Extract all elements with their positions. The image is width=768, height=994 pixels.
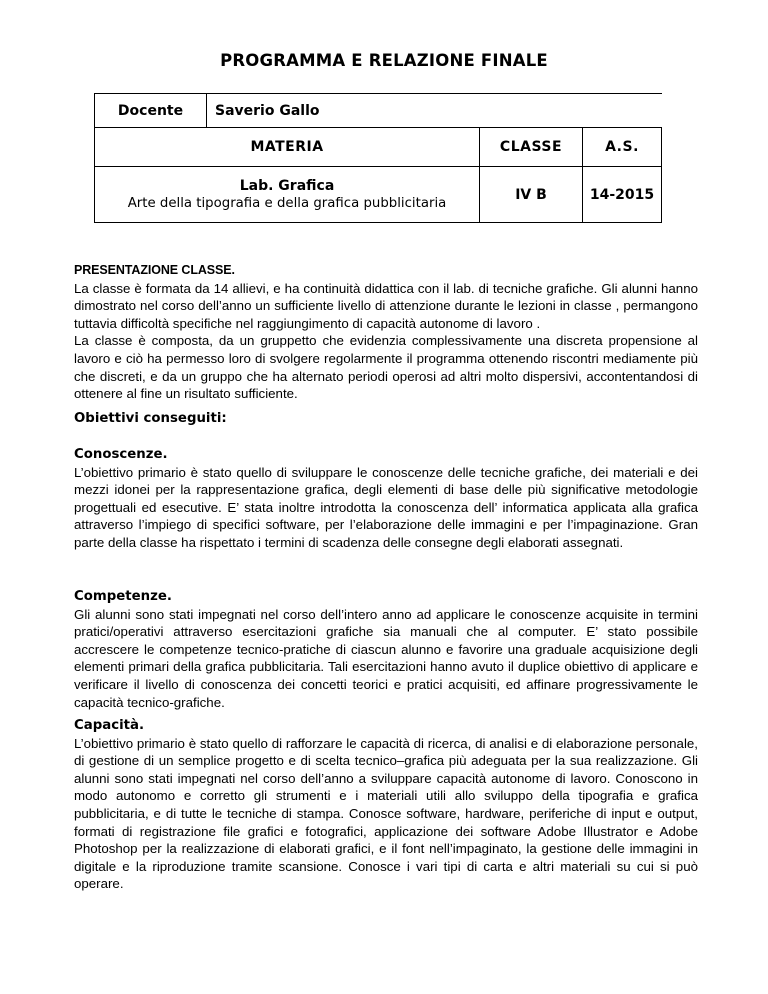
capacita-paragraph: L’obiettivo primario è stato quello di rafforzare le capacità di ricerca, di analisi e di elaborazione personale, di gestione di un semplice progetto e di scelta tecnico–grafica più adeguata per la sua realizzazione. Gli alunni sono stati impegnati nel corso dell’anno a sviluppare capacità autonome di lavoro. Conoscono in modo autonomo e corretto gli strumenti e i materiali utili allo sviluppo della tipografia e grafica pubblicitaria, e di tutte le tecniche di stampa. Conosce software, hardware, periferiche di input e output, formati di registrazione file grafici e fotografici, applicazione dei software Adobe Illustrator e Adobe Photoshop per la realizzazione di elaborati grafici, e il font nell’impaginato, la gestione delle immagini in digitale e la riproduzione tramite scansione. Conosce i vari tipi di carta e altri materiali su cui si può operare.: [74, 735, 698, 892]
capacita-heading: Capacità.: [74, 718, 145, 733]
presentazione-section: [74, 262, 698, 403]
docente-value: Saverio Gallo: [207, 94, 662, 128]
as-value: 14-2015: [583, 167, 662, 223]
materia-name: Lab. Grafica: [239, 178, 335, 194]
competenze-section: [74, 588, 698, 711]
materia-subtitle: Arte della tipografia e della grafica pubblicitaria: [127, 196, 447, 211]
obiettivi-heading: Obiettivi conseguiti:: [74, 411, 227, 426]
competenze-paragraph: Gli alunni sono stati impegnati nel corso dell’intero anno ad applicare le conoscenze acquisite in termini pratici/operativi attraverso esercitazioni grafiche sia manuali che al computer. E’ stato possibile accrescere le competenze tecnico-pratiche di ciascun alunno e favorire una graduale acquisizione degli elementi primari della grafica pubblicitaria. Tali esercitazioni hanno avuto il duplice obiettivo di applicare e verificare il livello di conoscenza dei concetti teorici e pratici acquisiti, ed affinare progressivamente le capacità tecnico-grafiche.: [74, 606, 698, 710]
materia-header: MATERIA: [95, 128, 480, 167]
conoscenze-section: [74, 446, 698, 552]
presentazione-paragraph-2: La classe è composta, da un gruppetto che evidenzia complessivamente una discreta propensione al lavoro e ciò ha permesso loro di svolgere regolarmente il programma ottenendo riscontri mediamente più che discreti, e da un gruppo che ha alternato periodi operosi ad altri molto dispersivi, accontentandosi di ottenere al fine un risultato sufficiente.: [74, 333, 698, 402]
info-table: [94, 93, 662, 223]
docente-label: Docente: [95, 94, 207, 128]
presentazione-paragraph-1: La classe è formata da 14 allievi, e ha continuità didattica con il lab. di tecniche grafiche. Gli alunni hanno dimostrato nel corso dell’anno un sufficiente livello di attenzione durante le lezioni in classe , permangono tuttavia difficoltà specifiche nel raggiungimento di capacità autonome di lavoro .: [74, 280, 698, 331]
classe-value: IV B: [480, 167, 583, 223]
competenze-heading: Competenze.: [74, 589, 172, 604]
presentazione-heading: PRESENTAZIONE CLASSE.: [74, 263, 235, 277]
docente-row: [95, 94, 662, 128]
header-row: [95, 128, 662, 167]
capacita-section: [74, 717, 698, 893]
page-title: PROGRAMMA E RELAZIONE FINALE: [220, 51, 548, 70]
values-row: [95, 167, 662, 223]
conoscenze-paragraph: L’obiettivo primario è stato quello di sviluppare le conoscenze delle tecniche grafiche, dei materiali e dei mezzi idonei per la rappresentazione grafica, degli elementi di base delle più significative metodologie progettuali ed esecutive. E’ stata inoltre introdotta la conoscenza dell’ informatica applicata alla grafica attraverso l’impiego di specifici software, per l’elaborazione delle immagini e per l’impaginazione. Gran parte della classe ha rispettato i termini di scadenza delle consegne degli elaborati assegnati.: [74, 464, 698, 550]
classe-header: CLASSE: [480, 128, 583, 167]
conoscenze-heading: Conoscenze.: [74, 447, 168, 462]
materia-cell: [95, 167, 480, 223]
as-header: A.S.: [583, 128, 662, 167]
